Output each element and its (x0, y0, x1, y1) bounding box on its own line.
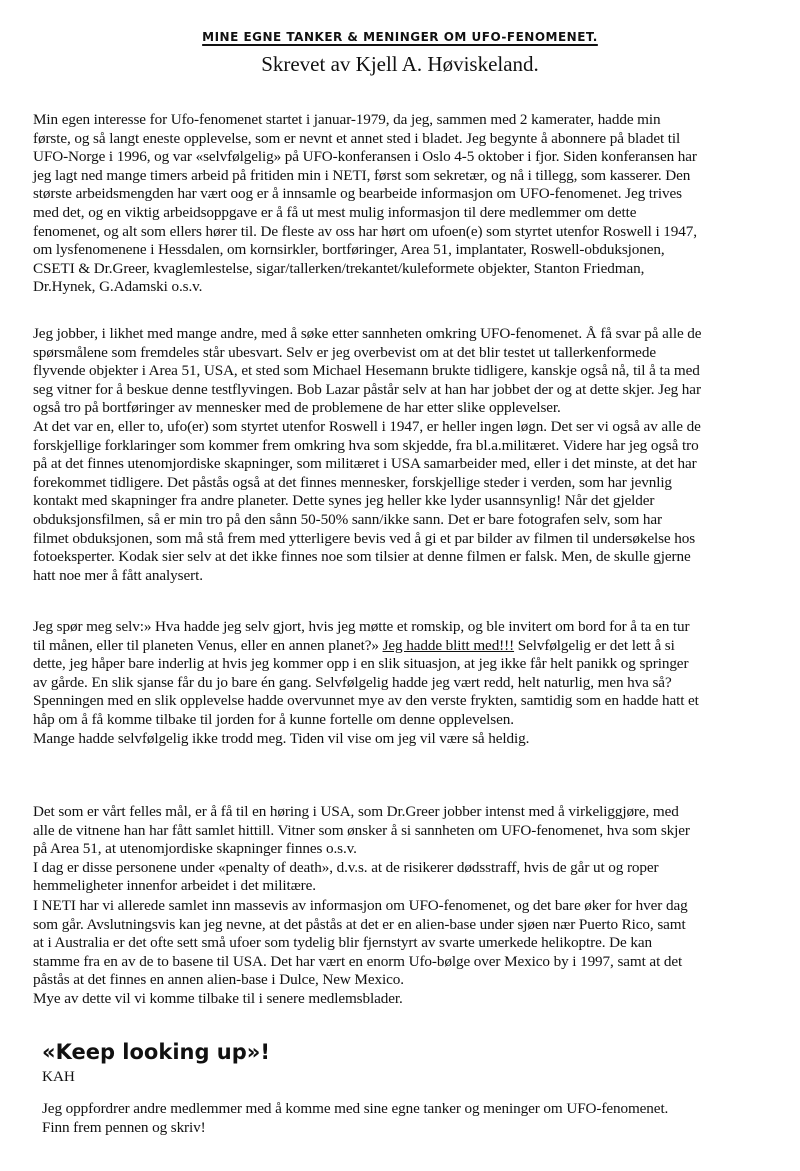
text-line: At det var en, eller to, ufo(er) som styrtet utenfor Roswell i 1947, er heller ingen løgn. Det ser vi også av alle de (33, 418, 701, 435)
text-line: Mye av dette vil vi komme tilbake til i senere medlemsblader. (33, 990, 403, 1007)
text-line: påstås at det finnes en annen alien-base i Dulce, New Mexico. (33, 971, 404, 989)
text-line: I NETI har vi allerede samlet inn massevis av informasjon om UFO-fenomenet, og det bare øker for hver dag (33, 897, 688, 914)
text-line: med det, og en viktig arbeidsoppgave er å få ut mest mulig informasjon til dere medlemmer om dette (33, 204, 637, 221)
byline: Skrevet av Kjell A. Høviskeland. (261, 52, 539, 76)
text-line: hemmeligheter innenfor arbeidet i det militære. (33, 877, 316, 895)
text-line: obduksjonsfilmen, så er min tro på den sånn 50-50% sann/ikke sann. Det er bare fotografen selv, som har (33, 511, 662, 528)
text-line: stamme fra en av de to basene til USA. Det har vært en enorm Ufo-bølge over Mexico by i 1997, samt at det (33, 952, 683, 970)
text-line: forekommet tidligere. Det påstås også at det finnes mennesker, forskjellige steder i verden, som har jevnlig (33, 473, 672, 491)
text-line: om lysfenomenene i Hessdalen, om kornsirkler, bortføringer, Area 51, implantater, Roswell-obduksjonen, (33, 241, 665, 259)
text-line: første, og så langt eneste opplevelse, som er nevnt et annet sted i bladet. Jeg begynte å abonnere på bladet til (33, 129, 681, 147)
text-line: Finn frem pennen og skriv! (42, 1119, 206, 1136)
text-line: flyvende objekter i Area 51, USA, et sted som Michael Hesemann brukte tidligere, kanskje også nå, til å ta med (33, 362, 700, 380)
text-line: spørsmålene som fremdeles står ubesvart. Selv er jeg overbevist om at det blir testet ut tallerkenformede (33, 343, 656, 361)
text-line: kontakt med skapninger fra andre planeter. Dette synes jeg heller kke lyder usannsynlig! Når det gjelder (33, 492, 655, 510)
text-line: UFO-Norge i 1996, og var «selvfølgelig» på UFO-konferansen i Oslo 4-5 oktober i fjor. Siden konferansen har (33, 148, 697, 166)
text-line: også tro på bortføringer av mennesker med de problemene de har etter slike opplevelser. (33, 399, 561, 417)
text-line (33, 637, 675, 655)
text-line: største arbeidsmengden har vært oog er å innsamle og bearbeide informasjon om UFO-fenomenet. Jeg trives (33, 185, 682, 203)
text-line: forskjellige forklaringer som kommer frem omkring hva som skjedde, fra bl.a.militæret. Videre har jeg også tro (33, 436, 699, 454)
text-line: CSETI & Dr.Greer, kvaglemlestelse, sigar/tallerken/trekantet/kuleformete objekter, Stanton Friedman, (33, 259, 645, 277)
text-line: Spenningen med en slik opplevelse hadde overvunnet mye av den verste frykten, samtidig som en hadde hatt et (33, 692, 699, 710)
text-line: av gårde. En slik sjanse får du jo bare én gang. Selvfølgelig hadde jeg vært redd, helt naturlig, men hva så? (33, 673, 672, 691)
closing-motto: «Keep looking up»! (42, 1040, 270, 1064)
article-title (0, 30, 800, 44)
text-line: Jeg oppfordrer andre medlemmer med å komme med sine egne tanker og meninger om UFO-fenomenet. (42, 1100, 669, 1117)
text-line: Jeg spør meg selv:» Hva hadde jeg selv gjort, hvis jeg møtte et romskip, og ble invitert om bord for å ta en tur (33, 618, 690, 635)
text-line: fenomenet, og alt som ellers hører til. De fleste av oss har hørt om ufoen(e) som styrtet utenfor Roswell i 1947, (33, 222, 697, 240)
text-line: jeg lagt ned mange timers arbeid på fritiden min i NETI, først som sekretær, og nå i tillegg, som kasserer. Den (33, 166, 691, 184)
text-line: Det som er vårt felles mål, er å få til en høring i USA, som Dr.Greer jobber intenst med å virkeliggjøre, med (33, 803, 679, 820)
text-line: som går. Avslutningsvis kan jeg nevne, at det påstås at det er en alien-base under sjøen nær Puerto Rico, samt (33, 915, 686, 933)
underlined-emphasis: Jeg hadde blitt med!!! (382, 636, 515, 654)
text-line: håp om å få komme tilbake til jorden for å kunne fortelle om denne opplevelsen. (33, 711, 514, 728)
text-segment: til månen, eller til planeten Venus, eller en annen planet?» (33, 636, 383, 654)
text-line: dette, jeg håper bare inderlig at hvis jeg kommer opp i en slik situasjon, at jeg ikke får helt panikk og springer (33, 655, 689, 673)
text-line: at i Australia er det ofte sett små ufoer som tydelig blir fjernstyrt av svarte umerkede helikoptre. De kan (33, 934, 652, 952)
text-line: alle de vitnene han har fått samlet hittill. Vitner som ønsker å si sannheten om UFO-fenomenet, hva som skjer (33, 821, 690, 839)
text-line: på Area 51, at utenomjordiske skapninger finnes o.s.v. (33, 840, 357, 858)
article-title-text: MINE EGNE TANKER & MENINGER OM UFO-FENOMENET. (202, 30, 598, 44)
text-line: I dag er disse personene under «penalty of death», d.v.s. at de risikerer dødsstraff, hvis de går ut og roper (33, 858, 659, 876)
text-line: filmet obduksjonen, som må stå frem med ytterligere bevis ved å gi et par bilder av filmen til undersøkelse hos (33, 529, 696, 547)
text-line: på at det finnes utenomjordiske skapninger, som militæret i USA samarbeider med, eller i det minste, at det har (33, 455, 697, 473)
text-line: Dr.Hynek, G.Adamski o.s.v. (33, 278, 203, 296)
text-line: seg vitner for å beskue denne testflyvingen. Bob Lazar påstår selv at han har jobbet der og at dette skjer. Jeg har (33, 380, 701, 398)
text-line: fotoeksperter. Kodak sier selv at det ikke finnes noe som tilsier at denne filmen er falsk. Men, de skulle gjerne (33, 548, 691, 566)
text-line: Min egen interesse for Ufo-fenomenet startet i januar-1979, da jeg, sammen med 2 kamerater, hadde min (33, 111, 661, 128)
text-line: hatt noe mer å fått analysert. (33, 566, 203, 584)
text-line: Jeg jobber, i likhet med mange andre, med å søke etter sannheten omkring UFO-fenomenet. Å få svar på alle de (33, 325, 702, 342)
text-segment: Selvfølgelig er det lett å si (514, 636, 675, 654)
text-line: Mange hadde selvfølgelig ikke trodd meg. Tiden vil vise om jeg vil være så heldig. (33, 729, 530, 747)
signature: KAH (42, 1068, 75, 1085)
